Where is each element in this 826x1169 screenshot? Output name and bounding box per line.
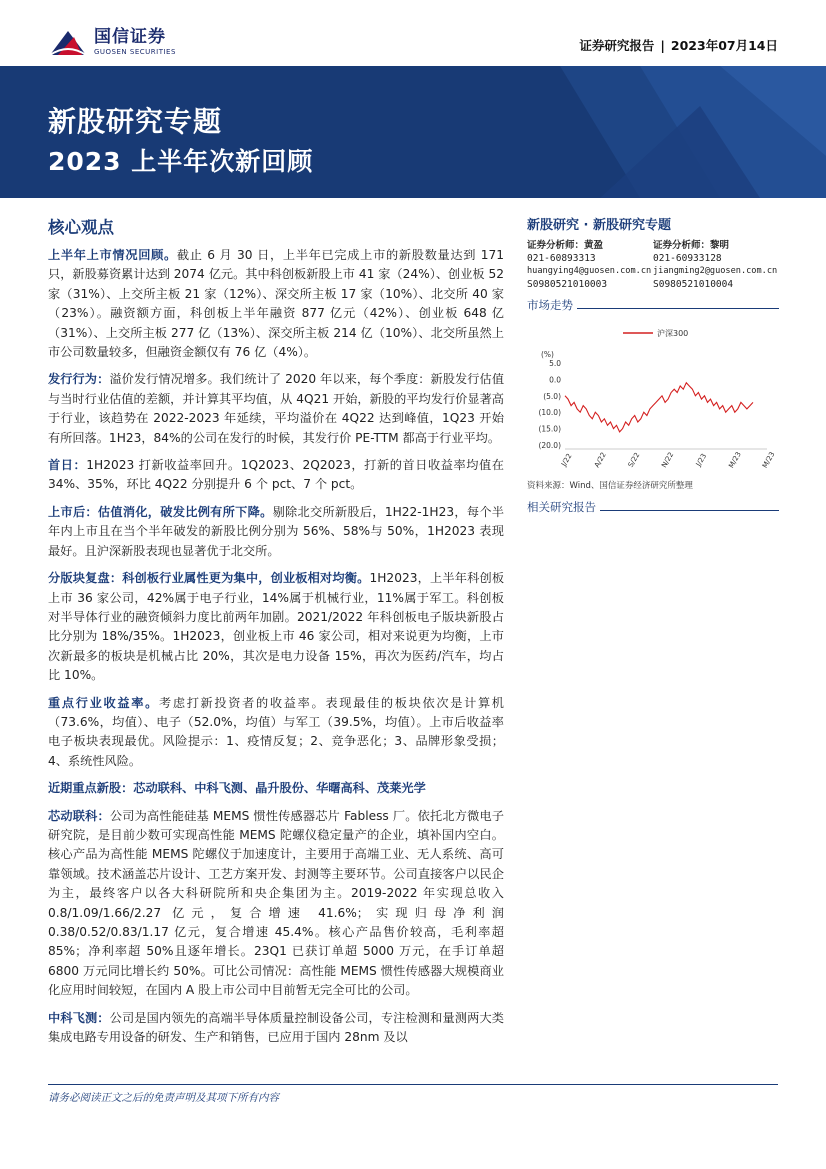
paragraph-text: 1H2023，上半年科创板上市 36 家公司，42%属于电子行业，14%属于机械行业，11%属于军工。科创板对半导体行业的融资倾斜力度比前两年加剧。2021/2022 年科创板电子版块新股占比分别为 18%/35%。1H2023，创业板上市 46 家公司，相对来说更为均衡，上市次新最多的板块是机械占比 20%，其次是电力设备 15%，再次为医药/汽车，均占比 10%。	[48, 571, 505, 683]
paragraph-text: 剔除北交所新股后，1H22-1H23，每个半年内上市且在当个半年破发的新股比例分别为 56%、58%与 50%，1H2023 表现最好。且沪深新股表现也显著优于北交所。	[48, 504, 504, 558]
analyst-1	[527, 239, 653, 291]
core-views-title: 核心观点	[48, 218, 114, 237]
paragraph-text: 考虑打新投资者的收益率。表现最佳的板块依次是计算机（73.6%，均值）、电子（52.0%，均值）与军工（39.5%，均值）。上市后收益率电子板块表现最优。风险提示：1、疫情反复；2、竞争恶化；3、品牌形象受损；4、系统性风险。	[48, 695, 504, 768]
paragraph-keyword: 分版块复盘：科创板行业属性更为集中，创业板相对均衡。	[48, 571, 370, 586]
paragraph-keyword: 上市后：估值消化，破发比例有所下降。	[48, 504, 273, 519]
paragraph-keyword: 发行行为：	[48, 372, 110, 387]
related-reports-text: 相关研究报告	[527, 500, 596, 514]
core-paragraph	[48, 569, 504, 685]
analyst-role: 证券分析师：	[527, 240, 585, 251]
y-tick-label: (15.0)	[538, 424, 561, 434]
analyst-email[interactable]: jiangming2@guosen.com.cn	[653, 266, 778, 276]
report-subtitle: 2023 上半年次新回顾	[48, 147, 314, 176]
series-line-hs300	[565, 383, 753, 432]
x-tick-label: N/22	[660, 450, 676, 470]
core-paragraph	[48, 456, 504, 495]
paragraph-text: 溢价发行情况增多。我们统计了 2020 年以来，每个季度：新股发行估值与当时行业估值的差额，并计算其平均值，从 4Q21 开始，新股的平均发行价显著高于行业，该趋势在 2022-2023 年延续，平均溢价在 4Q22 达到峰值，1Q23 开始有所回落。1H23，84%的公司在发行的时候，其发行价 PE-TTM 都高于行业平均。	[48, 372, 505, 445]
analyst-phone: 021-60893313	[527, 253, 596, 264]
core-paragraph	[48, 1009, 504, 1048]
paragraph-keyword: 重点行业收益率。	[48, 695, 159, 710]
guosen-logo-icon	[48, 25, 88, 59]
analyst-list	[527, 239, 779, 291]
analyst-license: S0980521010003	[527, 279, 608, 290]
analyst-license: S0980521010004	[653, 279, 734, 290]
report-title: 新股研究专题	[48, 105, 223, 138]
logo-name-en: GUOSEN SECURITIES	[94, 48, 176, 56]
analyst-name: 黎明	[710, 240, 730, 251]
logo-name-cn: 国信证券	[94, 27, 166, 47]
core-views-section	[48, 214, 504, 1055]
x-tick-label: M/23	[727, 450, 743, 470]
y-axis-unit: (%)	[541, 350, 554, 359]
analyst-role: 证券分析师：	[653, 240, 711, 251]
market-trend-text: 市场走势	[527, 298, 573, 312]
market-trend-chart	[527, 323, 779, 473]
report-date: 2023年07月14日	[670, 38, 778, 53]
related-reports-label	[527, 499, 779, 515]
x-tick-label: M/23	[760, 450, 777, 470]
y-tick-label: (10.0)	[538, 408, 561, 418]
paragraph-keyword: 芯动联科：	[48, 808, 110, 823]
x-tick-label: S/22	[626, 451, 642, 469]
legend-label: 沪深300	[657, 329, 689, 338]
guosen-logo	[48, 22, 198, 62]
paragraph-keyword: 首日：	[48, 458, 87, 473]
core-paragraph	[48, 779, 504, 798]
report-type: 证券研究报告	[579, 38, 655, 53]
x-tick-label: J/23	[694, 452, 709, 468]
y-tick-label: (20.0)	[538, 441, 561, 450]
paragraph-text: 公司为高性能硅基 MEMS 惯性传感器芯片 Fabless 厂。依托北方微电子研究院，是目前少数可实现高性能 MEMS 陀螺仪稳定量产的企业，填补国内空白。核心产品为高性能 MEMS 陀螺仪于加速度计，主要用于高端工业、无人系统、高可靠领域。技术涵盖芯片设计、工艺方案开发、封测等主要环节。公司直接客户以民企为主，最终客户以各大科研院所和央企集团为主。2019-2022 年实现总收入 0.8/1.09/1.66/2.27 亿元，复合增速 41.6%；实现归母净利润 0.38/0.52/0.83/1.17 亿元，复合增速 45.4%。核心产品售价较高，毛利率超 85%；净利率超 50%且逐年增长。23Q1 已获订单超 5000 万元，在手订单超 6800 万元同比增长约 50%。可比公司情况：高性能 MEMS 惯性传感器大规模商业化应用时间较短，在国内 A 股上市公司中目前暂无完全可比的公司。	[48, 808, 504, 998]
paragraph-text: 1H2023 打新收益率回升。1Q2023、2Q2023，打新的首日收益率均值在 34%、35%，环比 4Q22 分别提升 6 个 pct、7 个 pct。	[48, 458, 504, 492]
footer-disclaimer: 请务必阅读正文之后的免责声明及其项下所有内容	[48, 1092, 279, 1104]
report-header-meta	[579, 36, 778, 54]
chart-svg	[527, 323, 779, 473]
core-paragraph	[48, 807, 504, 1001]
footer-divider	[48, 1084, 778, 1085]
core-paragraph	[48, 694, 504, 772]
paragraph-keyword: 上半年上市情况回顾。	[48, 248, 177, 262]
chart-source: 资料来源：Wind、国信证券经济研究所整理	[527, 481, 693, 491]
title-banner	[0, 66, 826, 198]
core-paragraph	[48, 246, 504, 362]
core-paragraph	[48, 503, 504, 561]
y-tick-label: (5.0)	[543, 391, 561, 401]
paragraph-text: 截止 6 月 30 日，上半年已完成上市的新股数量达到 171 只，新股募资累计达到 2074 亿元。其中科创板新股上市 41 家（24%）、创业板 52 家（31%）、上交所主板 21 家（12%）、深交所主板 17 家（10%）、北交所 40 家（23%）。融资额方面，科创板上半年融资 877 亿元（42%）、创业板 648 亿（31%）、上交所主板 277 亿（13%）、深交所主板 214 亿（10%）、北交所虽然上市公司数量较多，但融资金额仅有 76 亿（4%）。	[48, 248, 504, 360]
core-paragraphs	[48, 246, 504, 1047]
side-panel-title: 新股研究 · 新股研究专题	[527, 218, 671, 233]
header-separator: |	[660, 38, 665, 53]
paragraph-keyword: 中科飞测：	[48, 1010, 110, 1025]
paragraph-keyword: 近期重点新股：芯动联科、中科飞测、晶升股份、华曙高科、茂莱光学	[48, 781, 426, 796]
analyst-phone: 021-60933128	[653, 253, 722, 264]
paragraph-text: 公司是国内领先的高端半导体质量控制设备公司，专注检测和量测两大类集成电路专用设备的研发、生产和销售，已应用于国内 28nm 及以	[48, 1010, 504, 1045]
side-panel	[527, 214, 779, 515]
analyst-2	[653, 239, 779, 291]
x-tick-label: J/22	[559, 452, 574, 468]
market-trend-label	[527, 297, 779, 313]
core-paragraph	[48, 370, 504, 448]
x-tick-label: A/22	[592, 451, 608, 469]
y-tick-label: 5.0	[549, 359, 561, 368]
analyst-email[interactable]: huangying4@guosen.com.cn	[527, 266, 652, 276]
analyst-name: 黄盈	[584, 240, 604, 251]
y-tick-label: 0.0	[549, 375, 561, 385]
